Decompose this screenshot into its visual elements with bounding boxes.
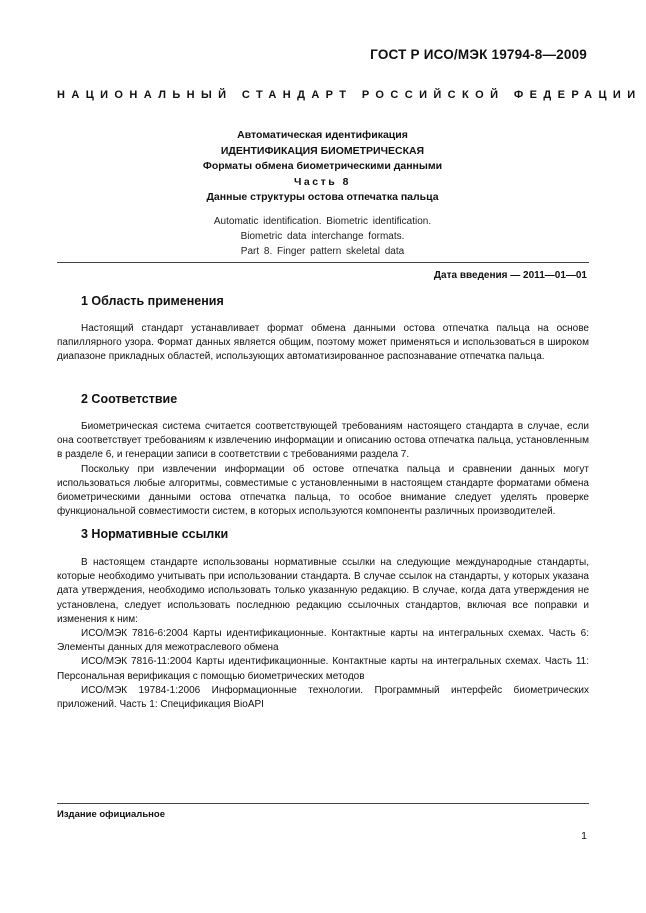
- reference-item: ИСО/МЭК 7816-6:2004 Карты идентификационные. Контактные карты на интегральных схемах. Часть 6: Элементы данных для межотраслевого обмена: [57, 628, 589, 654]
- date-of-introduction: Дата введения — 2011—01—01: [433, 270, 587, 281]
- paragraph: Биометрическая система считается соответствующей требованиям настоящего стандарта в случае, если она соответствует требованиям к извлечению информации и описанию остова отпечатка пальца, установленным в разделе 6, и генерации записи в соответствии с требованиями раздела 7.: [57, 421, 589, 461]
- english-title-block: [60, 214, 585, 259]
- section-2-heading: 2 Соответствие: [81, 392, 178, 406]
- official-edition-note: Издание официальное: [57, 809, 165, 820]
- paragraph: Поскольку при извлечении информации об остове отпечатка пальца и сравнении данных могут использоваться любые алгоритмы, совместимые с установленными в настоящем стандарте форматами обмена биометрическими данными остова отпечатка пальца, то особое внимание следует уделять проверке функциональной совместимости систем, в которых используются компоненты различных производителей.: [57, 463, 589, 518]
- title-line-3: Форматы обмена биометрическими данными: [202, 160, 443, 172]
- section-1-heading: 1 Область применения: [81, 294, 224, 308]
- english-title-line-1: Automatic identification. Biometric identification.: [213, 216, 432, 227]
- divider-bottom: [57, 803, 589, 804]
- national-standard-heading: НАЦИОНАЛЬНЫЙ СТАНДАРТ РОССИЙСКОЙ ФЕДЕРАЦИИ: [57, 89, 642, 101]
- title-line-1: Автоматическая идентификация: [237, 129, 408, 141]
- divider-top: [57, 262, 589, 263]
- paragraph: В настоящем стандарте использованы нормативные ссылки на следующие международные стандарты, которые необходимо учитывать при использовании стандарта. В случае ссылок на стандарты, у которых указана дата утверждения, необходимо использовать только указанную редакцию. В случае, когда дата утверждения не установлена, следует использовать последнюю редакцию ссылочных стандартов, включая все поправки и изменения к ним:: [57, 557, 589, 625]
- paragraph: Настоящий стандарт устанавливает формат обмена данными остова отпечатка пальца на основе папиллярного узора. Формат данных является общим, поэтому может применяться и использоваться в широком диапазоне прикладных областей, использующих автоматизированное распознавание отпечатка пальца.: [57, 323, 589, 363]
- page-number: 1: [581, 830, 587, 842]
- standard-code: ГОСТ Р ИСО/МЭК 19794-8—2009: [370, 47, 587, 62]
- reference-item: ИСО/МЭК 19784-1:2006 Информационные технологии. Программный интерфейс биометрических приложений. Часть 1: Спецификация BioAPI: [57, 684, 589, 711]
- title-line-5: Данные структуры остова отпечатка пальца: [206, 191, 439, 203]
- section-3-heading: 3 Нормативные ссылки: [81, 527, 229, 541]
- section-1-body: [57, 322, 589, 365]
- title-block: [60, 128, 585, 206]
- section-2-body: [57, 420, 589, 519]
- reference-item: ИСО/МЭК 7816-11:2004 Карты идентификационные. Контактные карты на интегральных схемах. Часть 11: Персональная верификация с помощью биометрических методов: [57, 656, 589, 682]
- english-title-line-2: Biometric data interchange formats.: [240, 231, 405, 242]
- title-line-2: ИДЕНТИФИКАЦИЯ БИОМЕТРИЧЕСКАЯ: [220, 144, 425, 157]
- english-title-line-3: Part 8. Finger pattern skeletal data: [240, 246, 405, 257]
- title-part: Часть 8: [294, 175, 351, 188]
- section-3-body: [57, 556, 589, 712]
